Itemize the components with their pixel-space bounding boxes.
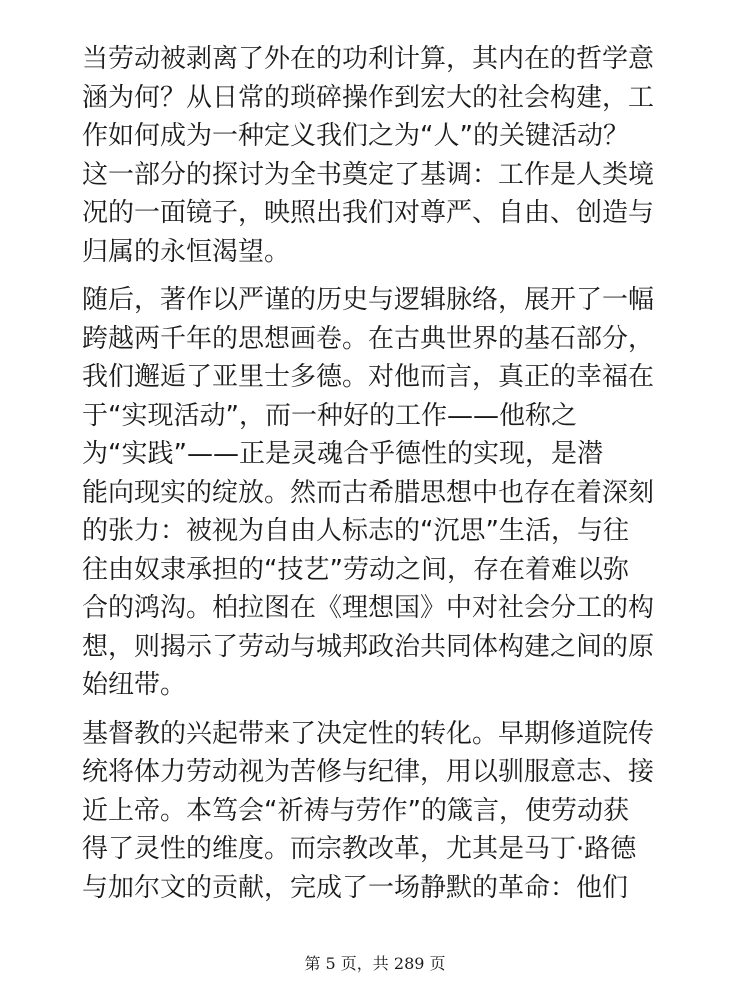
text-line: 随后，著作以严谨的历史与逻辑脉络，展开了一幅 — [82, 285, 655, 315]
text-line: 这一部分的探讨为全书奠定了基调：工作是人类境 — [82, 159, 655, 190]
text-line: 想，则揭示了劳动与城邦政治共同体构建之间的原 — [82, 631, 655, 662]
text-line: 我们邂逅了亚里士多德。对他而言，真正的幸福在 — [82, 362, 655, 392]
text-line: 当劳动被剥离了外在的功利计算，其内在的哲学意 — [82, 44, 655, 74]
text-line: 始纽带。 — [82, 670, 187, 700]
text-line: 能向现实的绽放。然而古希腊思想中也存在着深刻 — [82, 477, 655, 508]
text-line: 为“实践”——正是灵魂合乎德性的实现，是潜 — [82, 439, 603, 469]
text-line: 合的鸿沟。柏拉图在《理想国》中对社会分工的构 — [82, 593, 655, 623]
document-body — [82, 40, 682, 917]
text-line: 统将体力劳动视为苦修与纪律，用以驯服意志、接 — [82, 757, 655, 787]
text-line: 涵为何？从日常的琐碎操作到宏大的社会构建，工 — [82, 82, 655, 113]
text-line: 作如何成为一种定义我们之为“人”的关键活动？ — [82, 121, 629, 151]
text-line: 得了灵性的维度。而宗教改革，尤其是马丁·路德 — [82, 834, 637, 864]
text-line: 况的一面镜子，映照出我们对尊严、自由、创造与 — [82, 198, 655, 228]
text-line: 近上帝。本笃会“祈祷与劳作”的箴言，使劳动获 — [82, 795, 629, 826]
text-line: 基督教的兴起带来了决定性的转化。早期修道院传 — [82, 718, 655, 749]
text-line: 于“实现活动”，而一种好的工作——他称之 — [82, 400, 577, 431]
text-line: 往由奴隶承担的“技艺”劳动之间，存在着难以弥 — [82, 554, 629, 585]
paragraph-3 — [82, 715, 682, 908]
page-number-footer: 第 5 页，共 289 页 — [304, 954, 446, 973]
paragraph-2 — [82, 281, 682, 705]
text-line: 跨越两千年的思想画卷。在古典世界的基石部分， — [82, 323, 655, 354]
text-line: 与加尔文的贡献，完成了一场静默的革命：他们 — [82, 872, 629, 903]
text-line: 的张力：被视为自由人标志的“沉思”生活，与往 — [82, 516, 629, 546]
paragraph-1 — [82, 40, 682, 271]
text-line: 归属的永恒渴望。 — [82, 236, 291, 267]
